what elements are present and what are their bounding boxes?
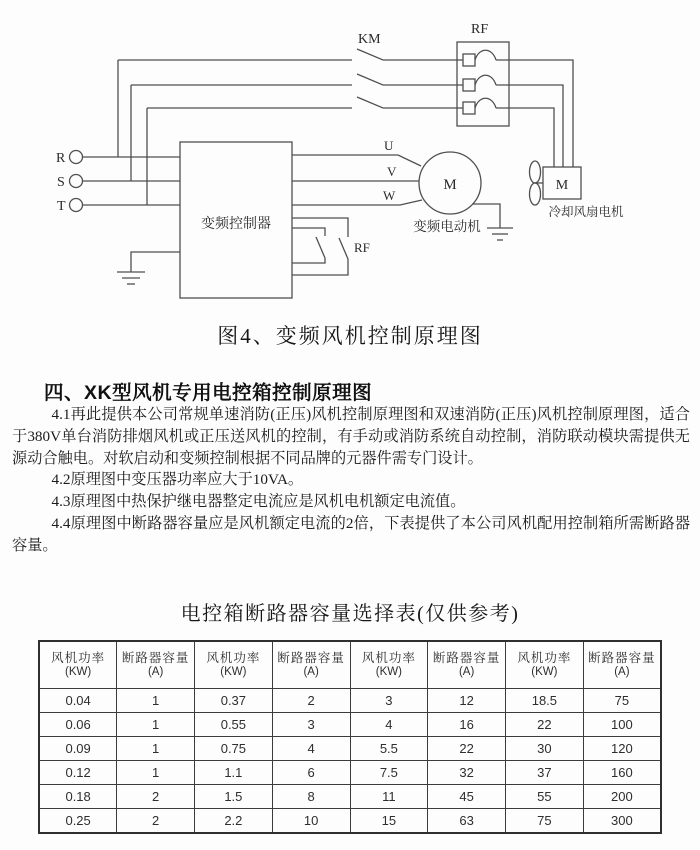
- table-header-cell: [272, 641, 350, 689]
- table-cell: 75: [583, 689, 661, 713]
- table-cell: 100: [583, 713, 661, 737]
- terminal-t-icon: [70, 199, 83, 212]
- table-cell: 120: [583, 737, 661, 761]
- breaker-capacity-table: [38, 640, 662, 834]
- label-main-motor: M: [443, 177, 457, 193]
- table-cell: 37: [506, 761, 584, 785]
- table-cell: 75: [506, 809, 584, 834]
- table-cell: 8: [272, 785, 350, 809]
- figure-caption: 图4、变频风机控制原理图: [217, 324, 483, 348]
- table-row: [39, 809, 661, 834]
- label-w: W: [383, 188, 396, 203]
- header-label: 风机功率: [51, 651, 106, 665]
- table-cell: 4: [350, 713, 428, 737]
- terminal-r-icon: [70, 151, 83, 164]
- table-body: [39, 689, 661, 834]
- paragraph-4-3: 4.3原理图中热保护继电器整定电流应是风机电机额定电流值。: [51, 493, 466, 511]
- label-t: T: [57, 199, 66, 214]
- label-s: S: [57, 175, 65, 190]
- header-unit: (KW): [375, 666, 402, 678]
- header-unit: (A): [458, 666, 475, 678]
- table-header-cell: [350, 641, 428, 689]
- table-cell: 0.75: [195, 737, 273, 761]
- header-label: 断路器容量: [277, 651, 345, 665]
- table-cell: 0.04: [39, 689, 117, 713]
- table-cell: 15: [350, 809, 428, 834]
- paragraph-4-4: 4.4原理图中断路器容量应是风机额定电流的2倍，下表提供了本公司风机配用控制箱所需断路器容量。: [12, 514, 690, 554]
- table-cell: 22: [506, 713, 584, 737]
- km-contactor-icon: [357, 49, 383, 108]
- section-body: [12, 404, 690, 557]
- table-cell: 63: [428, 809, 506, 834]
- table-header-cell: [583, 641, 661, 689]
- table-cell: 2: [117, 809, 195, 834]
- table-cell: 0.37: [195, 689, 273, 713]
- header-unit: (A): [147, 666, 164, 678]
- table-cell: 160: [583, 761, 661, 785]
- table-cell: 16: [428, 713, 506, 737]
- table-header-cell: [195, 641, 273, 689]
- table-title: 电控箱断路器容量选择表(仅供参考): [180, 603, 520, 625]
- table-cell: 30: [506, 737, 584, 761]
- header-unit: (A): [303, 666, 319, 678]
- table-cell: 22: [428, 737, 506, 761]
- header-label: 断路器容量: [121, 651, 190, 665]
- table-cell: 3: [350, 689, 428, 713]
- table-cell: 1: [117, 689, 195, 713]
- label-rf-side: RF: [354, 240, 370, 255]
- table-cell: 0.12: [39, 761, 117, 785]
- table-cell: 45: [428, 785, 506, 809]
- header-unit: (A): [614, 666, 630, 678]
- table-cell: 12: [428, 689, 506, 713]
- header-label: 风机功率: [517, 651, 572, 665]
- paragraph-4-2: 4.2原理图中变压器功率应大于10VA。: [51, 471, 304, 489]
- table-cell: 2: [272, 689, 350, 713]
- header-label: 风机功率: [206, 651, 261, 665]
- table-cell: 5.5: [350, 737, 428, 761]
- table-cell: 1.1: [195, 761, 273, 785]
- table-cell: 0.09: [39, 737, 117, 761]
- section-heading: 四、XK型风机专用电控箱控制原理图: [44, 382, 373, 404]
- table-row: [39, 689, 661, 713]
- table-row: [39, 785, 661, 809]
- circuit-diagram: [0, 0, 700, 312]
- table-cell: 1: [117, 737, 195, 761]
- label-v: V: [387, 164, 397, 179]
- table-cell: 11: [350, 785, 428, 809]
- table-cell: 55: [506, 785, 584, 809]
- terminal-s-icon: [70, 175, 83, 188]
- header-unit: (KW): [531, 666, 558, 678]
- label-fan-motor: M: [555, 178, 569, 193]
- table-cell: 2.2: [195, 809, 273, 834]
- label-rf-top: RF: [471, 22, 489, 37]
- table-cell: 0.06: [39, 713, 117, 737]
- table-header-cell: [117, 641, 195, 689]
- table-header-cell: [428, 641, 506, 689]
- header-unit: (KW): [65, 666, 92, 678]
- table-header-cell: [39, 641, 117, 689]
- table-cell: 6: [272, 761, 350, 785]
- rf-contact-icon: [292, 218, 348, 275]
- label-main-motor-caption: 变频电动机: [413, 219, 481, 234]
- ground-icon: [117, 252, 180, 284]
- header-label: 风机功率: [361, 651, 416, 665]
- table-cell: 1: [117, 761, 195, 785]
- table-header: [39, 641, 661, 689]
- fan-blades-icon: [530, 161, 544, 205]
- table-cell: 4: [272, 737, 350, 761]
- table-row: [39, 761, 661, 785]
- table-cell: 10: [272, 809, 350, 834]
- table-cell: 2: [117, 785, 195, 809]
- table-cell: 1.5: [195, 785, 273, 809]
- table-cell: 1: [117, 713, 195, 737]
- table-row: [39, 737, 661, 761]
- table-row: [39, 713, 661, 737]
- label-r: R: [56, 151, 66, 166]
- table-cell: 7.5: [350, 761, 428, 785]
- table-cell: 0.18: [39, 785, 117, 809]
- table-cell: 0.25: [39, 809, 117, 834]
- table-header-cell: [506, 641, 584, 689]
- table-cell: 0.55: [195, 713, 273, 737]
- paragraph-4-1: 4.1再此提供本公司常规单速消防(正压)风机控制原理图和双速消防(正压)风机控制原理图，适合于380V单台消防排烟风机或正压送风机的控制，有手动或消防系统自动控制，消防联动模块需提供无源动合触电。对软启动和变频控制根据不同品牌的元器件需专门设计。: [12, 406, 690, 467]
- table-cell: 18.5: [506, 689, 584, 713]
- table-cell: 200: [583, 785, 661, 809]
- label-km: KM: [358, 32, 381, 47]
- table-cell: 300: [583, 809, 661, 834]
- label-controller: 变频控制器: [201, 217, 271, 232]
- label-fan-motor-caption: 冷却风扇电机: [548, 205, 624, 219]
- header-label: 断路器容量: [432, 651, 501, 665]
- header-label: 断路器容量: [588, 651, 656, 665]
- header-unit: (KW): [220, 666, 247, 678]
- table-cell: 3: [272, 713, 350, 737]
- label-u: U: [384, 138, 394, 153]
- table-cell: 32: [428, 761, 506, 785]
- thermal-element-icon: [463, 50, 496, 114]
